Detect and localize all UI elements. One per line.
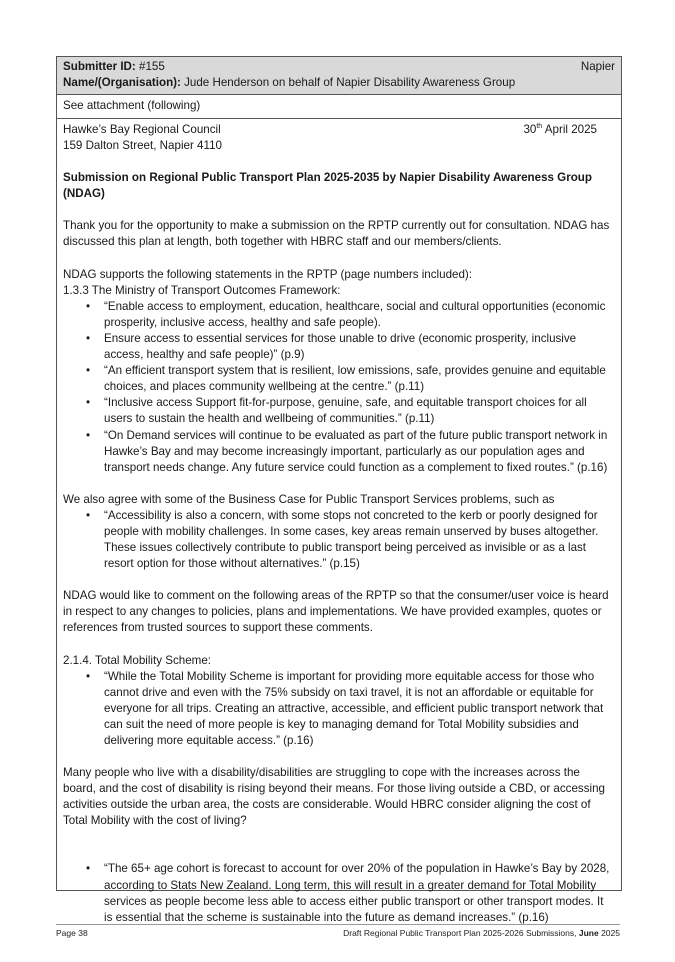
spacer	[63, 845, 615, 861]
submitter-name-line	[63, 75, 615, 91]
document-title	[343, 928, 620, 938]
business-case-list	[63, 508, 615, 572]
spacer	[63, 476, 615, 492]
list-item: • Ensure access to essential services for those unable to drive (economic prosperity, inclusive access, healthy and safe people)” (p.9)	[104, 331, 615, 363]
spacer	[63, 154, 615, 170]
addressee-line-2: 159 Dalton Street, Napier 4110	[63, 139, 222, 153]
framework-heading: 1.3.3 The Ministry of Transport Outcomes Framework:	[63, 283, 341, 297]
submitter-header	[57, 56, 621, 94]
submitter-name-value: Jude Henderson on behalf of Napier Disability Awareness Group	[180, 76, 516, 89]
attachment-band	[57, 94, 621, 118]
submitter-id-line	[63, 59, 165, 75]
list-item: • “While the Total Mobility Scheme is important for providing more equitable access for those who cannot drive and even with the 75% subsidy on taxi travel, it is not an affordable or equitable for everyone for all trips. Creating an attractive, accessible, and efficient public transport network that can suit the need of more people is key to managing demand for Total Mobility subsidies and delivering more equitable access.” (p.16)	[104, 669, 615, 749]
submitter-location: Napier	[580, 60, 615, 73]
date-day: 30	[523, 123, 537, 136]
framework-list	[63, 299, 615, 476]
attachment-note: See attachment (following)	[63, 99, 201, 112]
submitter-id-label: Submitter ID:	[63, 60, 136, 73]
spacer	[63, 749, 615, 765]
submission-title: Submission on Regional Public Transport Plan 2025-2035 by Napier Disability Awareness Group (NDAG)	[63, 171, 592, 201]
letter-date	[523, 122, 615, 138]
support-intro: NDAG supports the following statements in the RPTP (page numbers included):	[63, 267, 472, 281]
date-rest: April 2025	[542, 123, 597, 136]
comment-intro: NDAG would like to comment on the following areas of the RPTP so that the consumer/user voice is heard in respect to any changes to policies, plans and implementations. We have provided examples, quotes or references from trusted sources to support these comments.	[63, 589, 609, 635]
document-month: June	[578, 928, 599, 938]
document-year: 2025	[598, 928, 620, 938]
intro-paragraph: Thank you for the opportunity to make a submission on the RPTP currently out for consultation. NDAG has discussed this plan at length, both together with HBRC staff and our members/clients.	[63, 219, 610, 249]
letter-body	[57, 118, 621, 926]
spacer	[63, 829, 615, 845]
age-cohort-list	[63, 861, 615, 925]
spacer	[63, 572, 615, 588]
list-item: • “Enable access to employment, education, healthcare, social and cultural opportunities (economic prosperity, inclusive access, healthy and safe people).	[104, 299, 615, 331]
date-suffix: th	[536, 123, 543, 131]
list-item: • “Inclusive access Support fit-for-purpose, genuine, safe, and equitable transport choices for all users to sustain the health and wellbeing of communities.” (p.11)	[104, 395, 615, 427]
page-footer	[56, 924, 620, 938]
list-item: • “On Demand services will continue to be evaluated as part of the future public transport network in Hawke’s Bay and may become increasingly important, particularly as our population ages and transport needs change. Any future service could function as a complement to fixed routes.” (p.16)	[104, 428, 615, 476]
list-item: • “The 65+ age cohort is forecast to account for over 20% of the population in Hawke’s Bay by 2028, according to Stats New Zealand. Long term, this will result in a greater demand for Total Mobility services as people become less able to access either public transport or other transport modes. It is essential that the scheme is sustainable into the future as demand increases.” (p.16)	[104, 861, 615, 925]
addressee-line-1: Hawke’s Bay Regional Council	[63, 123, 221, 136]
total-mobility-list	[63, 669, 615, 749]
submission-form	[56, 56, 622, 924]
list-item: • “Accessibility is also a concern, with some stops not concreted to the kerb or poorly designed for people with mobility challenges. In some cases, key areas remain unserved by buses altogether. These issues collectively contribute to public transport being perceived as invisible or as a last resort option for those without alternatives.” (p.15)	[104, 508, 615, 572]
cost-paragraph: Many people who live with a disability/disabilities are struggling to cope with the increases across the board, and the cost of disability is rising beyond their means. For those living outside a CBD, or accessing activities outside the urban area, the costs are considerable. Would HBRC consider aligning the cost of Total Mobility with the cost of living?	[63, 766, 605, 828]
list-item: • “An efficient transport system that is resilient, low emissions, safe, provides genuine and equitable choices, and places community wellbeing at the centre.” (p.11)	[104, 363, 615, 395]
business-case-intro: We also agree with some of the Business Case for Public Transport Services problems, such as	[63, 492, 555, 506]
page-number: Page 38	[56, 928, 88, 938]
total-mobility-heading: 2.1.4. Total Mobility Scheme:	[63, 653, 212, 667]
submitter-name-label: Name/(Organisation):	[63, 76, 181, 89]
submitter-id-value: #155	[135, 60, 165, 73]
spacer	[63, 637, 615, 653]
spacer	[63, 202, 615, 218]
spacer	[63, 251, 615, 267]
document-title-text: Draft Regional Public Transport Plan 2025-2026 Submissions,	[343, 928, 579, 938]
